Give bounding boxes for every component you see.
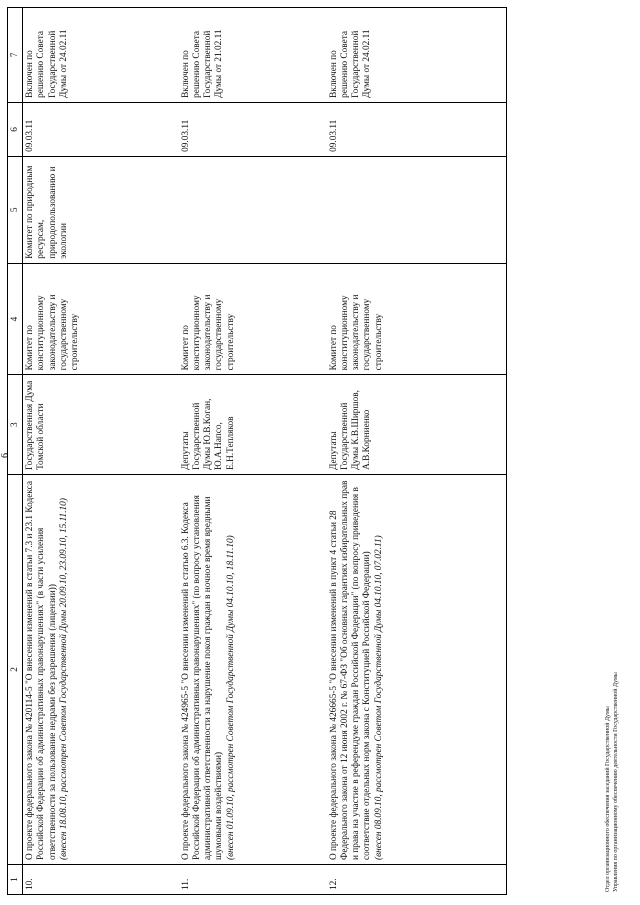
table-row bbox=[23, 8, 179, 895]
responsible-committee: Комитет по конституционному законодательству и государственному строительству bbox=[327, 263, 507, 375]
bill-description bbox=[179, 474, 327, 864]
header-cell: 6 bbox=[8, 102, 23, 156]
page-number: 6 bbox=[0, 453, 11, 458]
row-number: 11. bbox=[179, 865, 327, 895]
review-date: 09.03.11 bbox=[327, 102, 507, 156]
bill-author: Депутаты Государственной Думы Ю.В.Коган, Ю.А.Напсо, Е.Н.Тепляков bbox=[179, 375, 327, 475]
header-cell: 2 bbox=[8, 474, 23, 864]
responsible-committee: Комитет по конституционному законодательству и государственному строительству bbox=[23, 263, 179, 375]
bills-table bbox=[7, 7, 507, 895]
inclusion-status: Включен по решению Совета Государственной Думы от 21.02.11 bbox=[179, 8, 327, 103]
header-cell: 3 bbox=[8, 375, 23, 475]
page-footer bbox=[604, 672, 620, 892]
table-header-row bbox=[8, 8, 23, 895]
header-cell: 4 bbox=[8, 263, 23, 375]
review-date: 09.03.11 bbox=[179, 102, 327, 156]
header-cell: 7 bbox=[8, 8, 23, 103]
footer-line: Отдел организационного обеспечения заседаний Государственной Думы bbox=[605, 706, 611, 892]
inclusion-status: Включен по решению Совета Государственной Думы от 24.02.11 bbox=[23, 8, 179, 103]
co-committee: Комитет по природным ресурсам, природопользованию и экологии bbox=[23, 156, 179, 263]
footer-line: Управления по организационному обеспечению деятельности Государственной Думы bbox=[613, 672, 619, 892]
bill-note: (внесен 18.08.10, рассмотрен Советом Государственной Думы 20.09.10, 23.09.10, 15.11.10) bbox=[58, 498, 69, 860]
bill-body: "О внесении изменений в пункт 4 статьи 28 Федерального закона от 12 июня 2002 г. № 67-ФЗ "Об основных гарантиях избирательных прав и права на участие в референдуме граждан Российской Федерации" (по вопросу приведения в соответствие отдельных норм закона с Конституцией Российской Федерации) bbox=[328, 480, 373, 860]
bill-author: Депутаты Государственной Думы К.В.Ширшов, А.В.Корниенко bbox=[327, 375, 507, 475]
table-row bbox=[327, 8, 507, 895]
inclusion-status: Включен по решению Совета Государственной Думы от 24.02.11 bbox=[327, 8, 507, 103]
header-cell: 1 bbox=[8, 865, 23, 895]
co-committee bbox=[327, 156, 507, 263]
bill-body: "О внесении изменений в статью 6.3. Кодекса Российской Федерации об административных правонарушениях" (по вопросу установления административной ответственности за нарушение покоя граждан в ночное время вредными шумовыми воздействиями) bbox=[180, 495, 225, 860]
co-committee bbox=[179, 156, 327, 263]
bill-author: Государственная Дума Томской области bbox=[23, 375, 179, 475]
bill-title: О проекте федерального закона № 426665-5 bbox=[328, 685, 339, 860]
bill-body: "О внесении изменений в статьи 7.3 и 23.1 Кодекса Российской Федерации об административных правонарушениях" (в части усиления ответственности за пользование недрами без разрешения (лицензии)) bbox=[25, 480, 58, 860]
responsible-committee: Комитет по конституционному законодательству и государственному строительству bbox=[179, 263, 327, 375]
row-number: 12. bbox=[327, 865, 507, 895]
row-number: 10. bbox=[23, 865, 179, 895]
bill-note: (внесен 01.09.10, рассмотрен Советом Государственной Думы 04.10.10, 18.11.10) bbox=[225, 535, 236, 860]
bill-title: О проекте федерального закона № 424965-5 bbox=[180, 685, 191, 860]
bill-title: О проекте федерального закона № 420114-5 bbox=[25, 686, 35, 860]
review-date: 09.03.11 bbox=[23, 102, 179, 156]
table-row bbox=[179, 8, 327, 895]
bill-description bbox=[327, 474, 507, 864]
bill-description bbox=[23, 474, 179, 864]
header-cell: 5 bbox=[8, 156, 23, 263]
bill-note: (внесен 08.09.10, рассмотрен Советом Государственной Думы 04.10.10, 07.02.11) bbox=[373, 535, 384, 860]
